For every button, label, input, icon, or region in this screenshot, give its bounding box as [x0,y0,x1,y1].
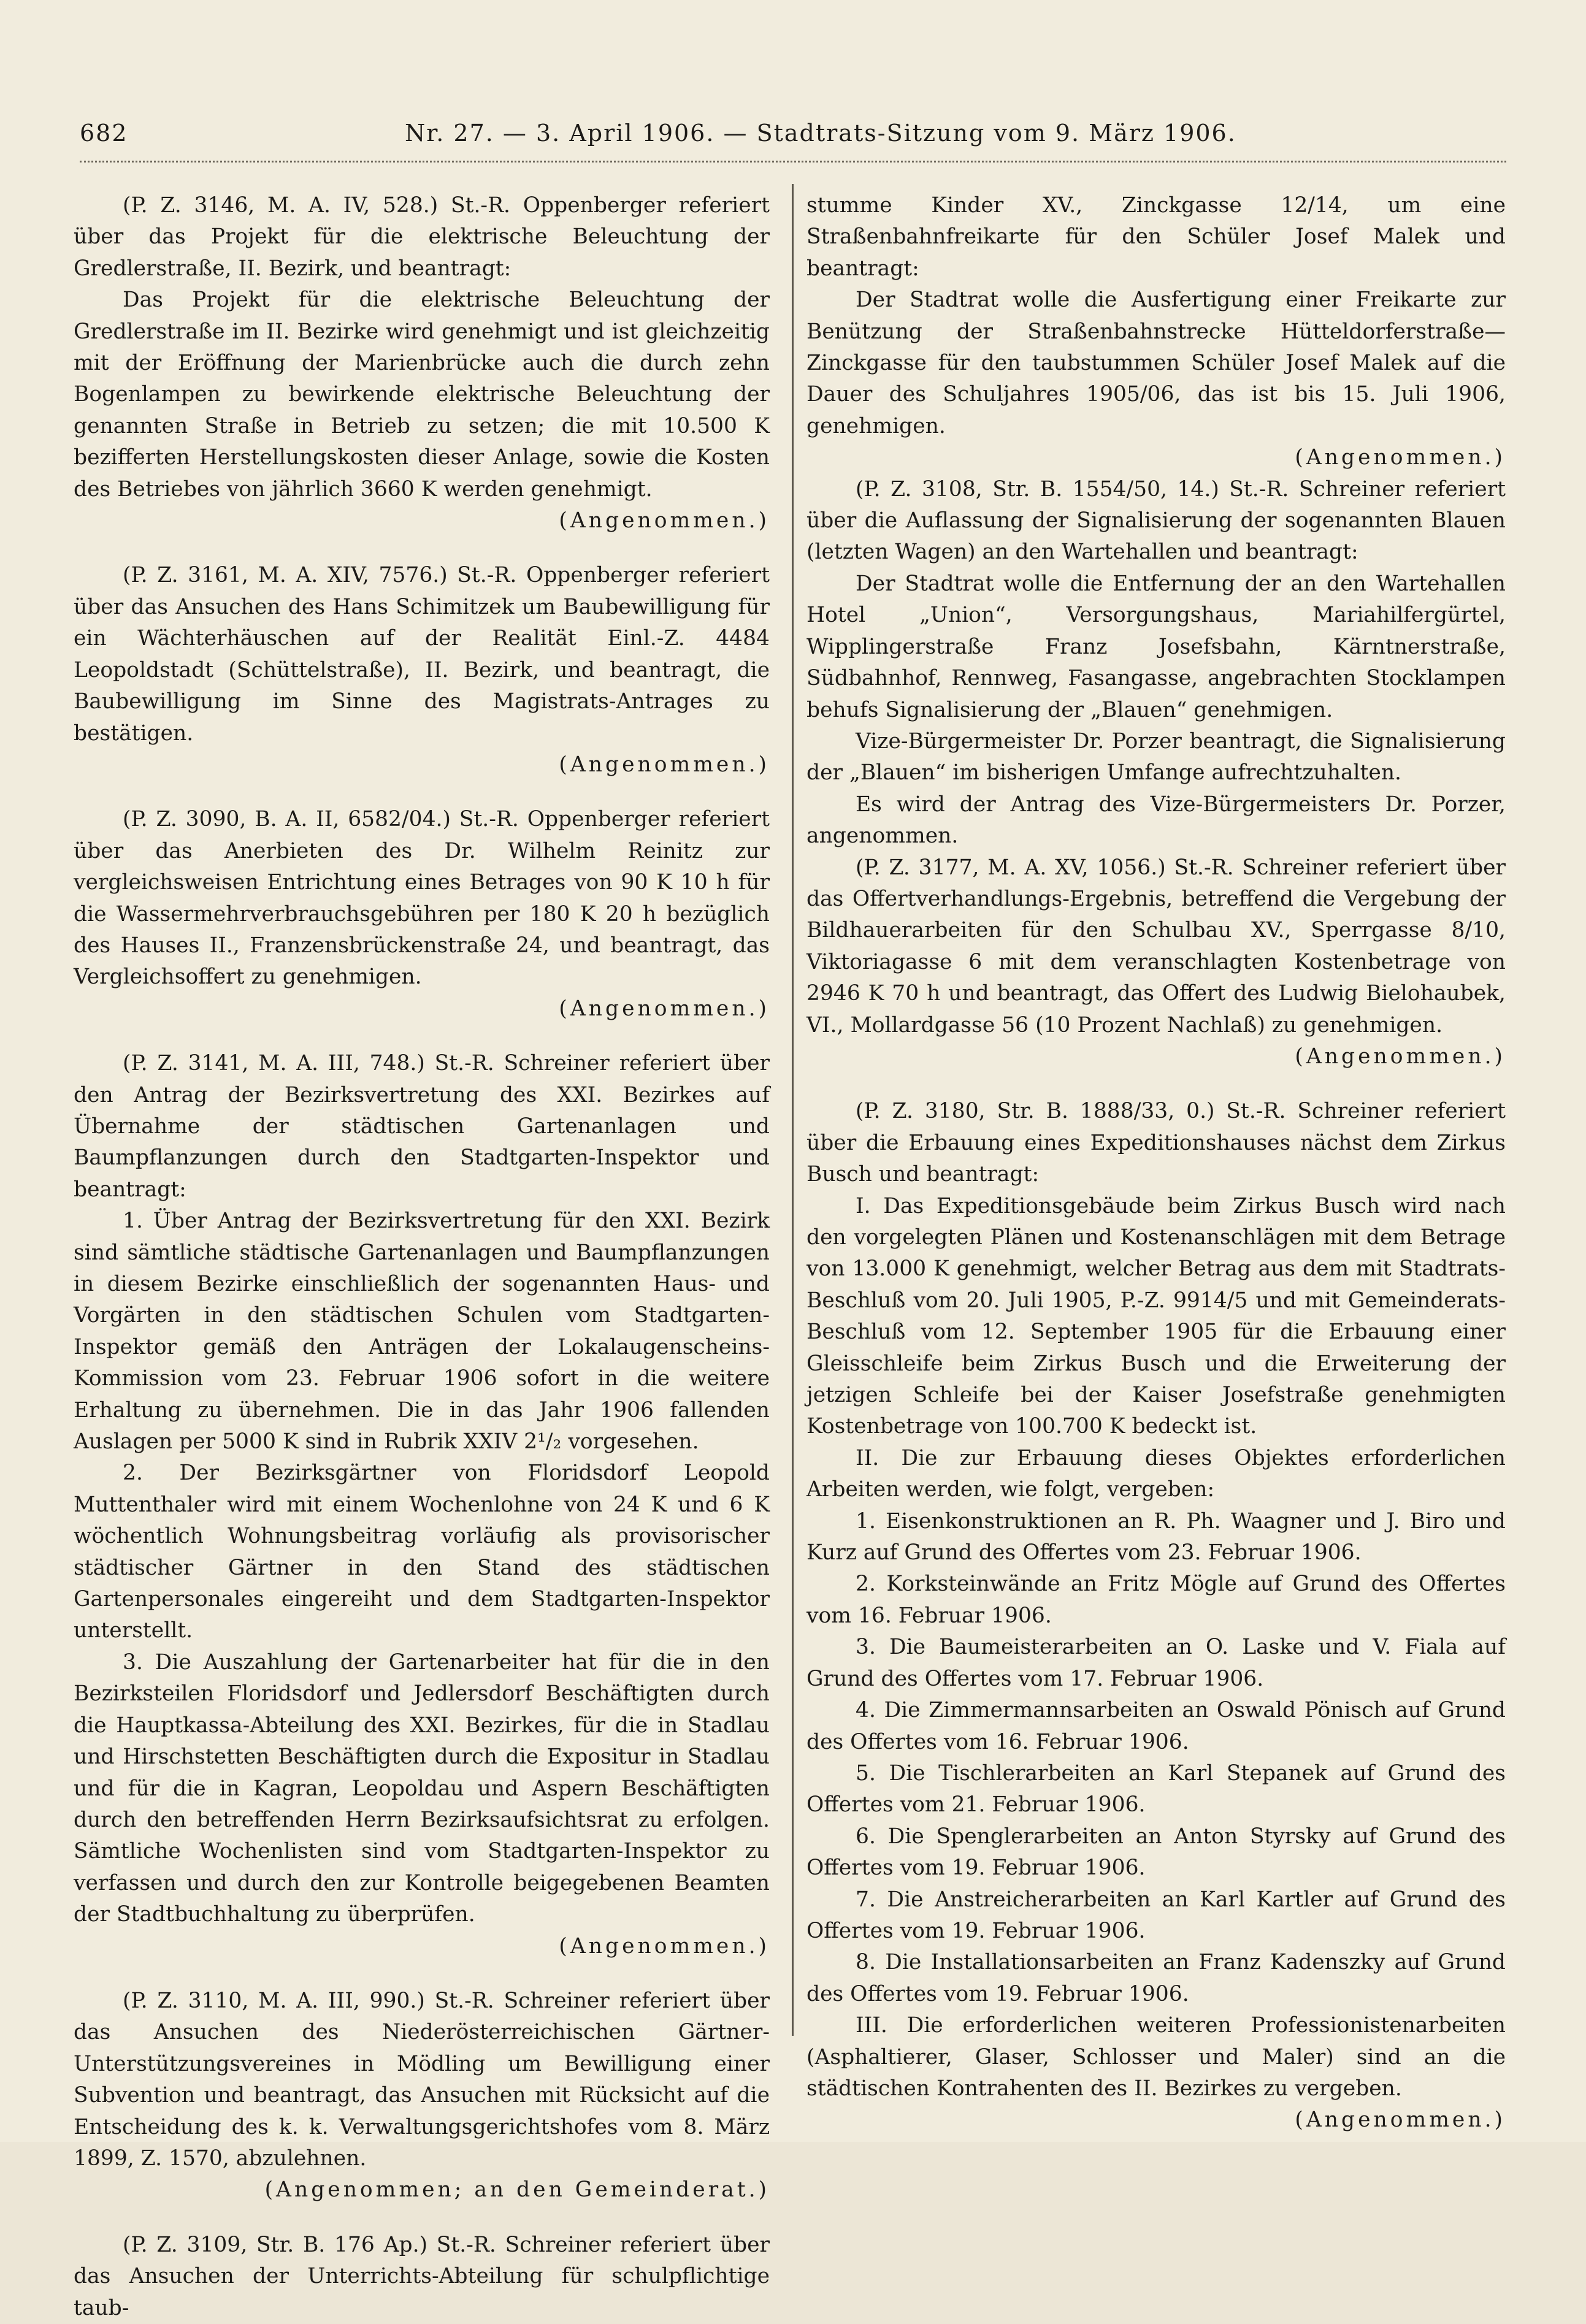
page-header [80,110,1506,159]
entry-status: (Angenommen.) [1295,445,1506,470]
entry-3161 [74,560,770,781]
entry-gap [74,2206,770,2230]
entry-point-I: I. Das Expeditionsgebäude beim Zirkus Busch wird nach den vorgelegten Plänen und Kostenanschlägen mit dem Betrage von 13.000 K genehmigt, welcher Betrag aus dem mit Stadtrats-Beschluß vom 20. Juli 1905, P.-Z. 9914/5 und mit Gemeinderats-Beschluß vom 12. September 1905 für die Erbauung einer Gleisschleife beim Zirkus Busch und die Erweiterung der jetzigen Schleife bei der Kaiser Josefstraße genehmigten Kostenbetrage von 100.700 K bedeckt ist. [806,1193,1506,1439]
entry-motion: Das Projekt für die elektrische Beleuchtung der Gredlerstraße im II. Bezirke wird genehmigt und ist gleichzeitig mit der Eröffnung der Marienbrücke auch die durch zehn Bogenlampen zu bewirkende elektrische Beleuchtung der genannten Straße in Betrieb zu setzen; die mit 10.500 K bezifferten Herstellungskosten dieser Anlage, sowie die Kosten des Betriebes von jährlich 3660 K werden genehmigt. [74,288,770,502]
entry-intro: (P. Z. 3108, Str. B. 1554/50, 14.) St.-R. Schreiner referiert über die Auflassung der Signalisierung der sogenannten Blauen (letzten Wagen) an den Wartehallen und beantragt: [806,476,1506,565]
entry-counter-motion: Vize-Bürgermeister Dr. Porzer beantragt, die Signalisierung der „Blauen“ im bisherigen Umfange aufrechtzuhalten. [806,728,1506,785]
column-divider [792,184,794,2036]
entry-intro: (P. Z. 3161, M. A. XIV, 7576.) St.-R. Oppenberger referiert über das Ansuchen des Hans Schimitzek um Baubewilligung für ein Wächterhäuschen auf der Realität Einl.-Z. 4484 Leopoldstadt (Schüttelstraße), II. Bezirk, und beantragt, die Baubewilligung im Sinne des Magistrats-Antrages zu bestätigen. [74,563,770,746]
entry-continuation: stumme Kinder XV., Zinckgasse 12/14, um eine Straßenbahnfreikarte für den Schüler Josef Malek und beantragt: [806,193,1506,281]
entry-gap [74,1962,770,1986]
entry-intro: (P. Z. 3177, M. A. XV, 1056.) St.-R. Schreiner referiert über das Offertverhandlungs-Ergebnis, betreffend die Vergebung der Bildhauerarbeiten für den Schulbau XV., Sperrgasse 8/10, Viktoriagasse 6 mit dem veranschlagten Kostenbetrage von 2946 K 70 h und beantragt, das Offert des Ludwig Bielohaubek, VI., Mollardgasse 56 (10 Prozent Nachlaß) zu genehmigen. [806,855,1506,1038]
entry-motion: Der Stadtrat wolle die Ausfertigung einer Freikarte zur Benützung der Straßenbahnstrecke Hütteldorferstraße—Zinckgasse für den taubstummen Schüler Josef Malek auf die Dauer des Schuljahres 1905/06, das ist bis 15. Juli 1906, genehmigen. [806,288,1506,438]
entry-intro: (P. Z. 3141, M. A. III, 748.) St.-R. Schreiner referiert über den Antrag der Bezirksvertretung des XXI. Bezirkes auf Übernahme der städtischen Gartenanlagen und Baumpflanzungen durch den Stadtgarten-Inspektor und beantragt: [74,1051,770,1202]
entry-gap [74,1025,770,1048]
entry-3177 [806,852,1506,1073]
entry-point-III: III. Die erforderlichen weiteren Professionistenarbeiten (Asphaltierer, Glaser, Schlosser und Maler) sind an die städtischen Kontrahenten des II. Bezirkes zu vergeben. [806,2013,1506,2101]
entry-status: (Angenommen; an den Gemeinderat.) [264,2177,770,2203]
entry-motion: Der Stadtrat wolle die Entfernung der an den Wartehallen Hotel „Union“, Versorgungshaus, Mariahilfergürtel, Wipplingerstraße Franz Josefsbahn, Kärntnerstraße, Südbahnhof, Rennweg, Fasangasse, angebrachten Stocklampen behufs Signalisierung der „Blauen“ genehmigen. [806,571,1506,722]
entry-status: (Angenommen.) [559,752,770,777]
list-item: 1. Eisenkonstruktionen an R. Ph. Waagner und J. Biro und Kurz auf Grund des Offertes vom 23. Februar 1906. [806,1508,1506,1565]
entry-gap [806,1072,1506,1096]
running-title: Nr. 27. — 3. April 1906. — Stadtrats-Sitzung vom 9. März 1906. [405,120,1236,147]
entry-gap [74,537,770,560]
entry-intro: (P. Z. 3180, Str. B. 1888/33, 0.) St.-R. Schreiner referiert über die Erbauung eines Expeditionshauses nächst dem Zirkus Busch und beantragt: [806,1099,1506,1187]
entry-intro: (P. Z. 3090, B. A. II, 6582/04.) St.-R. Oppenberger referiert über das Anerbieten des Dr. Wilhelm Reinitz zur vergleichsweisen Entrichtung eines Betrages von 90 K 10 h für die Wassermehrverbrauchsgebühren per 180 K 20 h bezüglich des Hauses II., Franzensbrückenstraße 24, und beantragt, das Vergleichsoffert zu genehmigen. [74,807,770,990]
entry-status: (Angenommen.) [559,996,770,1021]
entry-gap [74,781,770,804]
list-item: 6. Die Spenglerarbeiten an Anton Styrsky auf Grund des Offertes vom 19. Februar 1906. [806,1824,1506,1881]
entry-point-3: 3. Die Auszahlung der Gartenarbeiter hat für die in den Bezirksteilen Floridsdorf und Jedlersdorf Beschäftigten durch die Hauptkassa-Abteilung des XXI. Bezirkes, für die in Stadlau und Hirschstetten Beschäftigten durch die Expositur in Stadlau und für die in Kagran, Leopoldau und Aspern Beschäftigten durch den betreffenden Herrn Bezirksaufsichtsrat zu erfolgen. Sämtliche Wochenlisten sind vom Stadtgarten-Inspektor zu verfassen und durch den zur Kontrolle beigegebenen Beamten der Stadtbuchhaltung zu überprüfen. [74,1649,770,1927]
list-item: 8. Die Installationsarbeiten an Franz Kadenszky auf Grund des Offertes vom 19. Februar 1906. [806,1950,1506,2006]
entry-3090 [74,804,770,1025]
entry-status: (Angenommen.) [559,508,770,533]
entry-point-1: 1. Über Antrag der Bezirksvertretung für den XXI. Bezirk sind sämtliche städtische Gartenanlagen und Baumpflanzungen in diesem Bezirke einschließlich der sogenannten Haus- und Vorgärten in den städtischen Schulen vom Stadtgarten-Inspektor gemäß den Anträgen der Lokalaugenscheins-Kommission vom 23. Februar 1906 sofort in die weitere Erhaltung zu übernehmen. Die in das Jahr 1906 fallenden Auslagen per 5000 K sind in Rubrik XXIV 2¹/₂ vorgesehen. [74,1209,770,1454]
entry-3180 [806,1096,1506,2136]
entry-point-2: 2. Der Bezirksgärtner von Floridsdorf Leopold Muttenthaler wird mit einem Wochenlohne von 24 K und 6 K wöchentlich Wohnungsbeitrag vorläufig als provisorischer städtischer Gärtner in den Stand des städtischen Gartenpersonales eingereiht und dem Stadtgarten-Inspektor unterstellt. [74,1461,770,1643]
list-item: 4. Die Zimmermannsarbeiten an Oswald Pönisch auf Grund des Offertes vom 16. Februar 1906. [806,1698,1506,1754]
entry-intro: (P. Z. 3146, M. A. IV, 528.) St.-R. Oppenberger referiert über das Projekt für die elektrische Beleuchtung der Gredlerstraße, II. Bezirk, und beantragt: [74,193,770,281]
entry-3141 [74,1048,770,1962]
entry-status: (Angenommen.) [1295,1044,1506,1069]
page-number: 682 [80,120,128,147]
right-column [806,190,1506,2136]
entry-3108 [806,474,1506,852]
entry-point-II: II. Die zur Erbauung dieses Objektes erforderlichen Arbeiten werden, wie folgt, vergeben: [806,1445,1506,1502]
list-item: 3. Die Baumeisterarbeiten an O. Laske und V. Fiala auf Grund des Offertes vom 17. Februar 1906. [806,1635,1506,1691]
list-item: 7. Die Anstreicherarbeiten an Karl Kartler auf Grund des Offertes vom 19. Februar 1906. [806,1887,1506,1943]
entry-intro: (P. Z. 3109, Str. B. 176 Ap.) St.-R. Schreiner referiert über das Ansuchen der Unterrichts-Abteilung für schulpflichtige taub- [74,2232,770,2320]
entry-3146 [74,190,770,537]
left-column [74,190,770,2324]
entry-3110 [74,1986,770,2206]
entry-status: (Angenommen.) [559,1933,770,1959]
header-divider [80,161,1506,166]
list-item: 2. Korksteinwände an Fritz Mögle auf Grund des Offertes vom 16. Februar 1906. [806,1572,1506,1628]
entry-3109-continued [806,190,1506,474]
entry-resolution: Es wird der Antrag des Vize-Bürgermeisters Dr. Porzer, angenommen. [806,792,1506,849]
entry-intro: (P. Z. 3110, M. A. III, 990.) St.-R. Schreiner referiert über das Ansuchen des Niederösterreichischen Gärtner-Unterstützungsvereines in Mödling um Bewilligung einer Subvention und beantragt, das Ansuchen mit Rücksicht auf die Entscheidung des k. k. Verwaltungsgerichtshofes vom 8. März 1899, Z. 1570, abzulehnen. [74,1988,770,2171]
list-item: 5. Die Tischlerarbeiten an Karl Stepanek auf Grund des Offertes vom 21. Februar 1906. [806,1760,1506,1818]
entry-status: (Angenommen.) [1295,2108,1506,2133]
entry-3109 [74,2230,770,2324]
